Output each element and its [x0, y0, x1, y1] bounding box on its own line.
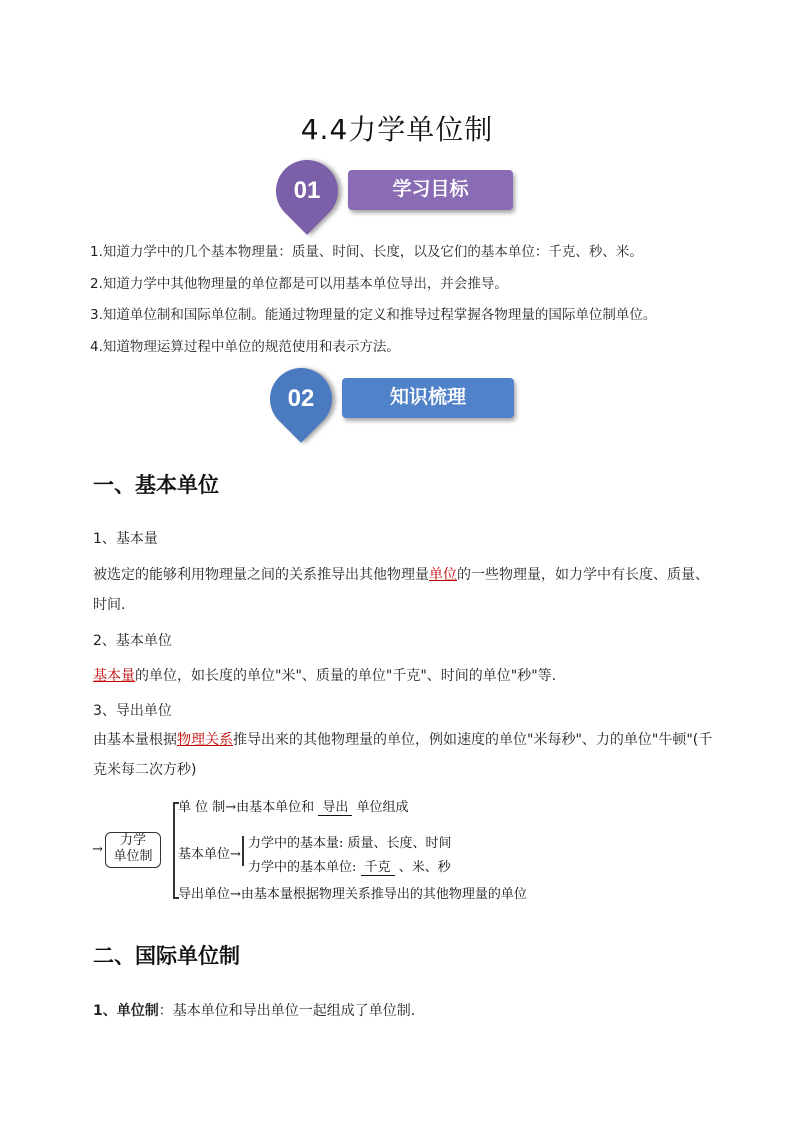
diagram-sub-quantities: 力学中的基本量: 质量、长度、时间 — [248, 836, 452, 851]
paragraph-basic-unit: 基本量的单位，如长度的单位"米"、质量的单位"千克"、时间的单位"秒"等. — [93, 668, 557, 684]
diagram-sub-units: 力学中的基本单位: 千克 、米、秒 — [248, 860, 451, 875]
section-number: 02 — [287, 385, 315, 412]
goal-item: 2.知道力学中其他物理量的单位都是可以用基本单位导出，并会推导。 — [90, 276, 508, 292]
goal-item: 3.知道单位制和国际单位制。能通过物理量的定义和推导过程掌握各物理量的国际单位制单位。 — [90, 307, 657, 323]
keyword-basic-quantity: 基本量 — [93, 668, 135, 684]
paragraph-unit-system: 1、单位制：基本单位和导出单位一起组成了单位制. — [93, 1003, 416, 1019]
paragraph-basic-quantity: 被选定的能够利用物理量之间的关系推导出其他物理量单位的一些物理量，如力学中有长度、质量、 时间. — [93, 567, 709, 613]
page-title: 4.4力学单位制 — [300, 113, 494, 146]
blank-derived: 导出 — [318, 800, 352, 816]
diagram-bracket — [173, 802, 175, 898]
heading-basic-units: 一、基本单位 — [93, 473, 219, 497]
paragraph-derived-unit: 由基本量根据物理关系推导出来的其他物理量的单位，例如速度的单位"米每秒"、力的单位"牛顿"(千 克米每二次方秒) — [93, 732, 713, 778]
blank-kilogram: 千克 — [361, 860, 395, 876]
section-label: 学习目标 — [348, 170, 513, 210]
goal-item: 4.知道物理运算过程中单位的规范使用和表示方法。 — [90, 339, 400, 355]
unit-system-diagram — [92, 796, 562, 902]
subheading-basic-unit: 2、基本单位 — [93, 633, 172, 649]
diagram-branch-basic: 基本单位→ — [178, 847, 241, 862]
section-badge-knowledge — [270, 368, 520, 432]
diagram-branch-derived: 导出单位→由基本量根据物理关系推导出的其他物理量的单位 — [178, 887, 527, 902]
diagram-root-box: 力学 单位制 — [105, 832, 161, 868]
subheading-basic-quantity: 1、基本量 — [93, 531, 158, 547]
section-badge-goals — [276, 160, 521, 224]
keyword-physical-relation: 物理关系 — [177, 732, 233, 748]
section-number: 01 — [293, 177, 321, 204]
keyword-unit: 单位 — [429, 567, 457, 583]
diagram-sub-bracket — [242, 836, 244, 866]
heading-si-system: 二、国际单位制 — [93, 944, 240, 968]
section-label: 知识梳理 — [342, 378, 514, 418]
goal-item: 1.知道力学中的几个基本物理量：质量、时间、长度，以及它们的基本单位：千克、秒、米。 — [90, 244, 643, 260]
arrow-icon: → — [92, 842, 103, 857]
subheading-derived-unit: 3、导出单位 — [93, 703, 172, 719]
diagram-branch-system: 单 位 制→由基本单位和 导出 单位组成 — [178, 800, 409, 815]
